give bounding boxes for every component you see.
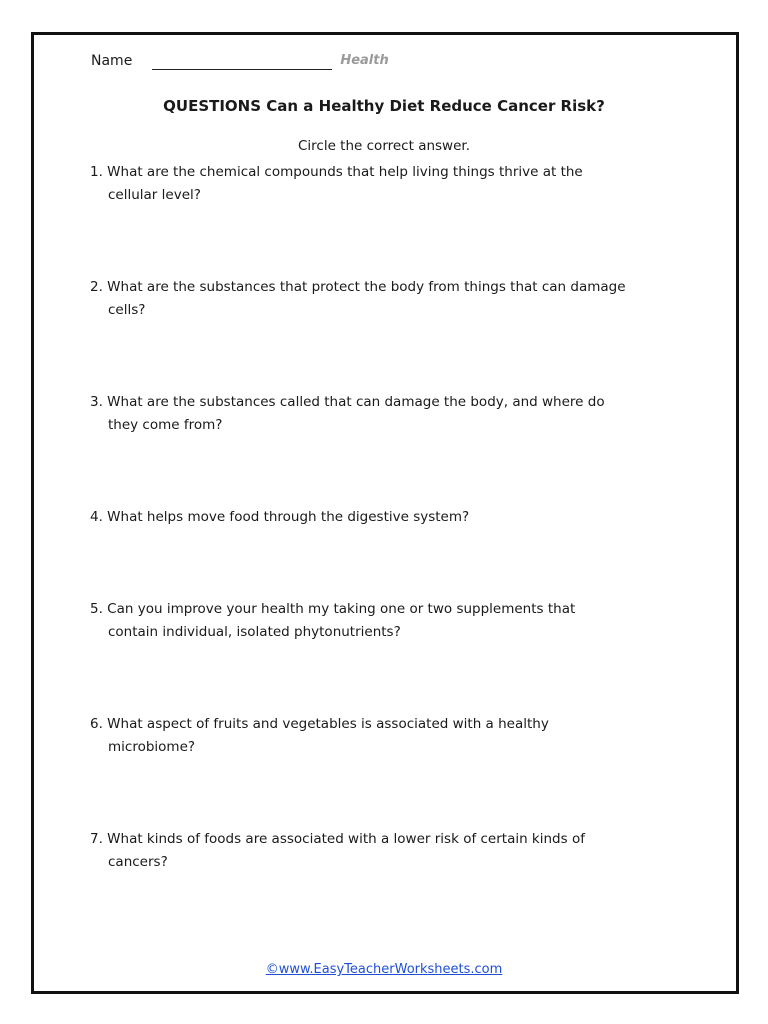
name-label: Name xyxy=(91,53,133,69)
question-text-continued: cancers? xyxy=(108,854,168,870)
question-text-continued: cellular level? xyxy=(108,187,201,203)
question-text: 5. Can you improve your health my taking one or two supplements that xyxy=(90,601,576,617)
name-header xyxy=(91,48,389,70)
question-text: 3. What are the substances called that can damage the body, and where do xyxy=(90,394,605,410)
question-4 xyxy=(90,506,710,529)
name-blank-line xyxy=(152,69,332,70)
question-text: 4. What helps move food through the digestive system? xyxy=(90,509,470,525)
question-2 xyxy=(90,276,710,322)
question-text: 1. What are the chemical compounds that help living things thrive at the xyxy=(90,164,583,180)
question-1 xyxy=(90,161,710,207)
question-text-continued: microbiome? xyxy=(108,739,196,755)
copyright-link[interactable]: ©www.EasyTeacherWorksheets.com xyxy=(265,962,503,977)
question-5 xyxy=(90,598,710,644)
question-text: 2. What are the substances that protect the body from things that can damage xyxy=(90,279,626,295)
question-3 xyxy=(90,391,710,437)
subject-label: Health xyxy=(340,53,389,68)
question-text-continued: they come from? xyxy=(108,417,223,433)
instructions: Circle the correct answer. xyxy=(297,138,471,154)
question-6 xyxy=(90,713,710,759)
question-text-continued: cells? xyxy=(108,302,146,318)
question-text-continued: contain individual, isolated phytonutrients? xyxy=(108,624,401,640)
question-text: 6. What aspect of fruits and vegetables is associated with a healthy xyxy=(90,716,549,732)
question-text: 7. What kinds of foods are associated with a lower risk of certain kinds of xyxy=(90,831,585,847)
question-7 xyxy=(90,828,710,874)
worksheet-title: QUESTIONS Can a Healthy Diet Reduce Cancer Risk? xyxy=(163,97,605,115)
